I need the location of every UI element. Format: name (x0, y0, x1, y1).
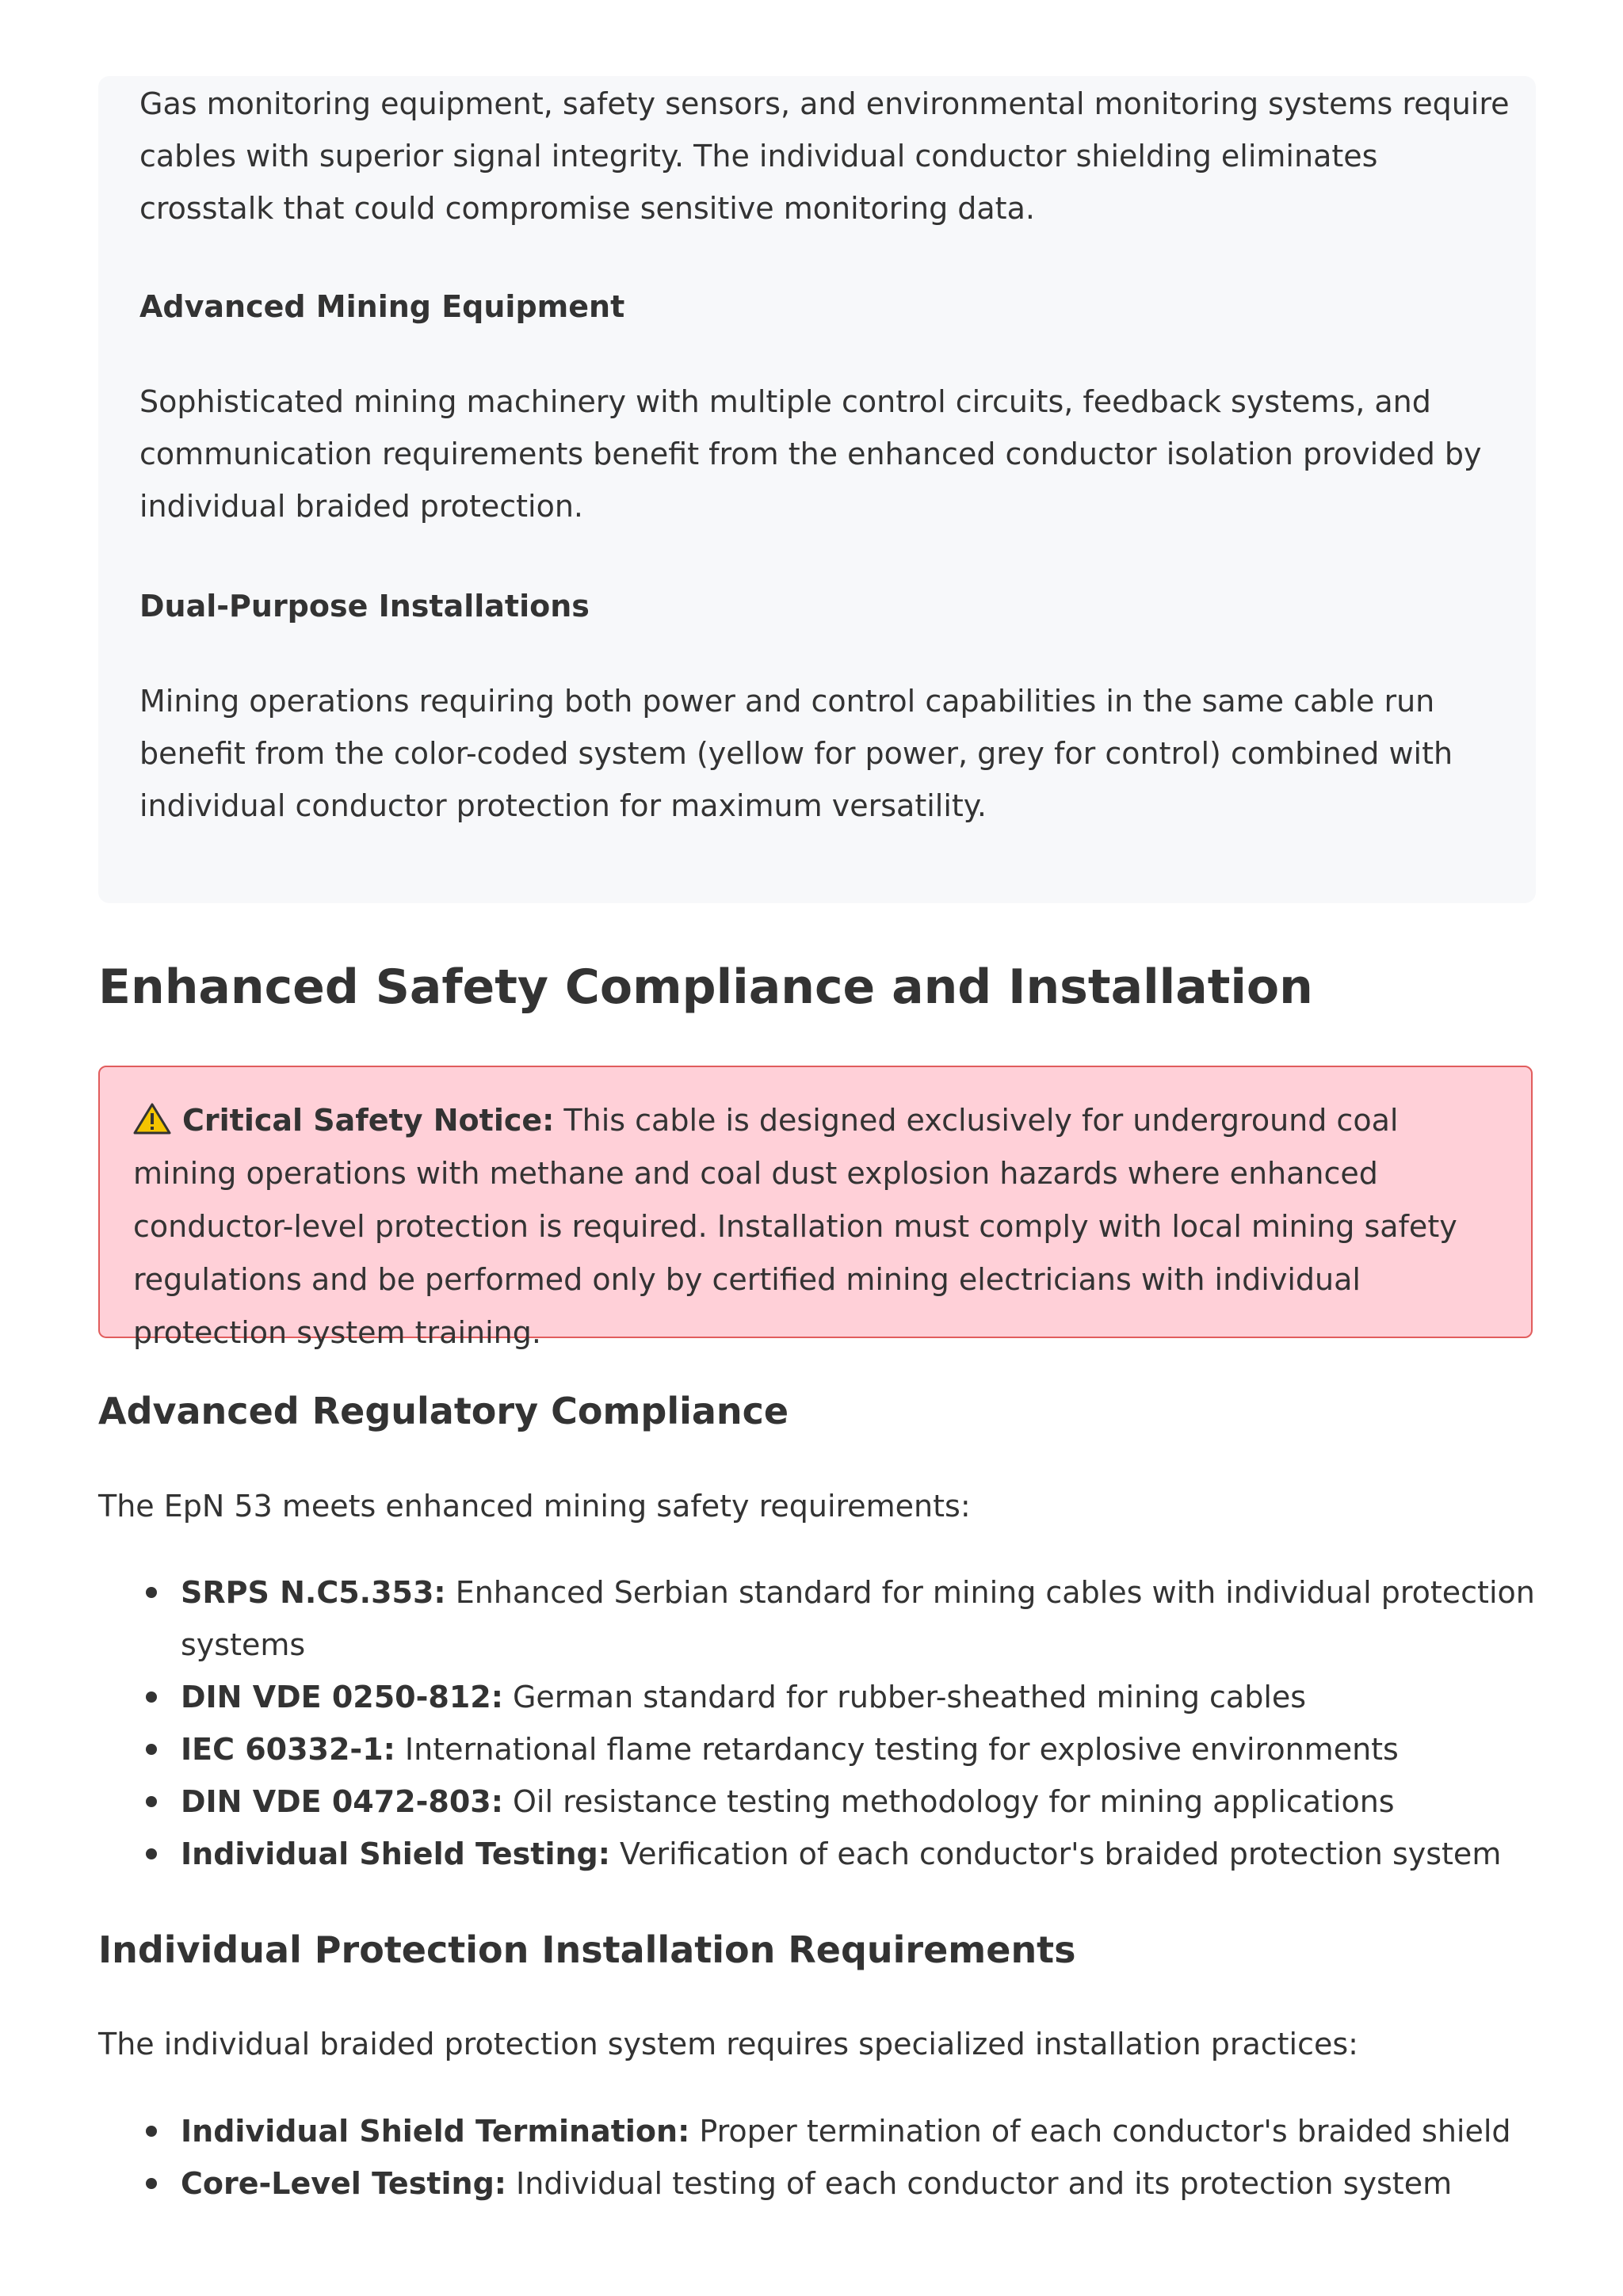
list-item-label: Individual Shield Termination: (181, 2114, 690, 2149)
list-item-text: Enhanced Serbian standard for mining cables with individual protection systems (181, 1575, 1535, 1662)
list-item-label: SRPS N.C5.353: (181, 1575, 446, 1610)
list-item-label: DIN VDE 0472-803: (181, 1784, 503, 1819)
applications-panel (98, 76, 1536, 903)
heading-regulatory-compliance: Advanced Regulatory Compliance (98, 1390, 789, 1432)
list-item-label: IEC 60332-1: (181, 1732, 395, 1767)
list-item (98, 2105, 1536, 2157)
list-item-text: Verification of each conductor's braided protection system (609, 1836, 1502, 1871)
warning-icon (133, 1102, 171, 1135)
regulatory-intro: The EpN 53 meets enhanced mining safety requirements: (98, 1489, 971, 1524)
list-item-text: International flame retardancy testing for explosive environments (395, 1732, 1399, 1767)
subheading-advanced-mining-equipment: Advanced Mining Equipment (139, 289, 625, 324)
list-item-text: German standard for rubber-sheathed mining cables (502, 1680, 1307, 1714)
safety-notice-body: This cable is designed exclusively for underground coal mining operations with methane and coal dust explosion hazards where enhanced conductor-level protection is required. Installation must comply with local mining safety regulations and be performed only by certified mining electricians with individual protection system training. (133, 1103, 1457, 1350)
bullet-icon (146, 1848, 157, 1859)
heading-installation-requirements: Individual Protection Installation Requirements (98, 1928, 1076, 1971)
section-title-safety: Enhanced Safety Compliance and Installation (98, 959, 1313, 1015)
monitoring-paragraph: Gas monitoring equipment, safety sensors, and environmental monitoring systems require cables with superior signal integrity. The individual conductor shielding eliminates crosstalk that could compromise sensitive monitoring data. (139, 86, 1510, 226)
bullet-icon (146, 2126, 157, 2137)
installation-practices-list (98, 2105, 1536, 2210)
list-item (98, 1828, 1536, 1880)
list-item-text: Proper termination of each conductor's braided shield (689, 2114, 1511, 2149)
bullet-icon (146, 1796, 157, 1807)
regulatory-standards-list (98, 1566, 1536, 1880)
installation-intro: The individual braided protection system requires specialized installation practices: (98, 2027, 1358, 2061)
dual-purpose-paragraph: Mining operations requiring both power and control capabilities in the same cable run benefit from the color-coded system (yellow for power, grey for control) combined with individual conductor protection for maximum versatility. (139, 684, 1453, 823)
list-item-text: Oil resistance testing methodology for mining applications (502, 1784, 1395, 1819)
list-item-label: Individual Shield Testing: (181, 1836, 610, 1871)
subheading-dual-purpose-installations: Dual-Purpose Installations (139, 589, 590, 624)
critical-safety-notice (98, 1066, 1533, 1350)
list-item (98, 1566, 1536, 1671)
list-item (98, 1723, 1536, 1775)
list-item-label: Core-Level Testing: (181, 2166, 506, 2201)
bullet-icon (146, 1744, 157, 1755)
list-item-label: DIN VDE 0250-812: (181, 1680, 503, 1714)
safety-notice-label: Critical Safety Notice: (182, 1103, 555, 1138)
list-item (98, 1671, 1536, 1723)
safety-notice-text (133, 1094, 1504, 1360)
bullet-icon (146, 2178, 157, 2189)
advanced-mining-paragraph: Sophisticated mining machinery with multiple control circuits, feedback systems, and communication requirements benefit from the enhanced conductor isolation provided by individual braided protection. (139, 384, 1482, 524)
list-item (98, 2157, 1536, 2210)
list-item-text: Individual testing of each conductor and its protection system (506, 2166, 1453, 2201)
list-item (98, 1775, 1536, 1828)
bullet-icon (146, 1691, 157, 1703)
bullet-icon (146, 1587, 157, 1598)
